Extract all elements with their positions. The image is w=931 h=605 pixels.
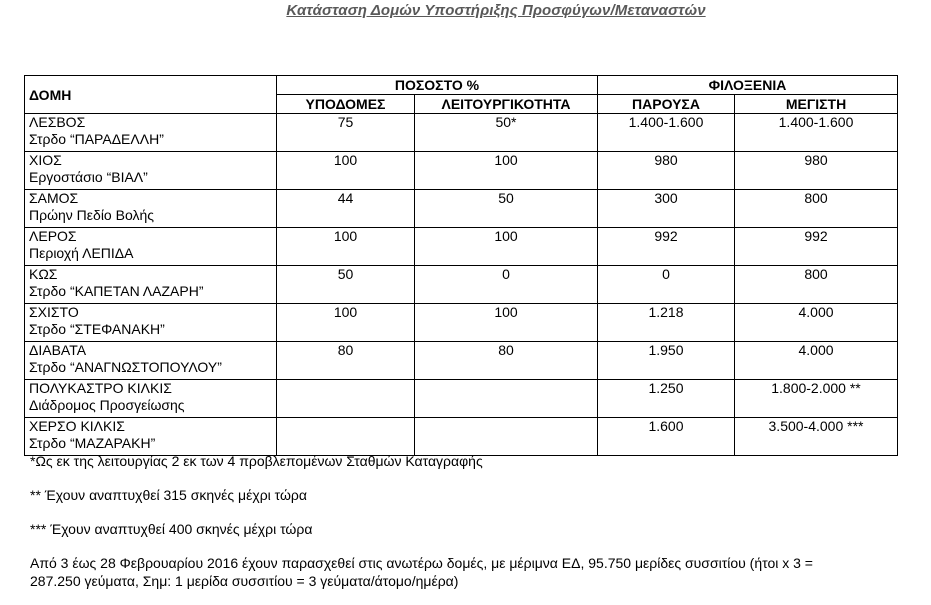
cell-max-hosting: 4.000	[735, 304, 898, 342]
cell-max-hosting: 1.400-1.600	[735, 114, 898, 152]
structure-name: ΣΑΜΟΣ	[29, 190, 79, 206]
cell-functionality: 80	[415, 342, 598, 380]
cell-infrastructure: 75	[277, 114, 415, 152]
cell-functionality: 100	[415, 228, 598, 266]
cell-infrastructure: 50	[277, 266, 415, 304]
structure-location: Διάδρομος Προσγείωσης	[29, 397, 185, 413]
cell-functionality: 50	[415, 190, 598, 228]
cell-max-hosting: 980	[735, 152, 898, 190]
table-row	[25, 342, 898, 380]
structure-location: Στρδο “ΑΝΑΓΝΩΣΤΟΠΟΥΛΟΥ”	[29, 359, 222, 375]
structure-name: ΣΧΙΣΤΟ	[29, 304, 79, 320]
structure-location: Στρδο “ΜΑΖΑΡΑΚΗ”	[29, 435, 156, 451]
cell-infrastructure	[277, 418, 415, 456]
footnote-1: *Ως εκ της λειτουργίας 2 εκ των 4 προβλεπομένων Σταθμών Καταγραφής	[30, 453, 483, 469]
table-row	[25, 266, 898, 304]
structure-name: ΠΟΛΥΚΑΣΤΡΟ ΚΙΛΚΙΣ	[29, 380, 172, 396]
table-row	[25, 304, 898, 342]
structure-name: ΧΙΟΣ	[29, 152, 62, 168]
cell-infrastructure: 100	[277, 304, 415, 342]
cell-structure	[25, 380, 277, 418]
structure-location: Πρώην Πεδίο Βολής	[29, 207, 155, 223]
cell-max-hosting: 992	[735, 228, 898, 266]
structure-name: ΚΩΣ	[29, 266, 58, 282]
table-row	[25, 418, 898, 456]
summary-line-2: 287.250 γεύματα, Σημ: 1 μερίδα συσσιτίου = 3 γεύματα/άτομο/ημέρα)	[30, 573, 459, 589]
cell-structure	[25, 228, 277, 266]
cell-max-hosting: 1.800-2.000 **	[735, 380, 898, 418]
cell-functionality: 100	[415, 304, 598, 342]
cell-max-hosting: 3.500-4.000 ***	[735, 418, 898, 456]
structure-location: Στρδο “ΣΤΕΦΑΝΑΚΗ”	[29, 321, 165, 337]
structure-location: Εργοστάσιο “ΒΙΑΛ”	[29, 169, 148, 185]
header-hosting: ΦΙΛΟΞΕΝΙΑ	[598, 76, 898, 95]
structure-name: ΛΕΣΒΟΣ	[29, 114, 86, 130]
cell-current-hosting: 1.250	[598, 380, 735, 418]
cell-functionality: 0	[415, 266, 598, 304]
cell-structure	[25, 152, 277, 190]
cell-functionality: 100	[415, 152, 598, 190]
structure-location: Στρδο “ΚΑΠΕΤΑΝ ΛΑΖΑΡΗ”	[29, 283, 204, 299]
header-functionality: ΛΕΙΤΟΥΡΓΙΚΟΤΗΤΑ	[415, 95, 598, 114]
cell-max-hosting: 800	[735, 190, 898, 228]
header-infrastructure: ΥΠΟΔΟΜΕΣ	[277, 95, 415, 114]
table-row	[25, 190, 898, 228]
structure-name: ΧΕΡΣΟ ΚΙΛΚΙΣ	[29, 418, 125, 434]
cell-structure	[25, 304, 277, 342]
cell-structure	[25, 342, 277, 380]
cell-functionality	[415, 418, 598, 456]
footnote-2: ** Έχουν αναπτυχθεί 315 σκηνές μέχρι τώρα	[30, 487, 307, 503]
cell-current-hosting: 1.400-1.600	[598, 114, 735, 152]
summary-line-1: Από 3 έως 28 Φεβρουαρίου 2016 έχουν παρασχεθεί στις ανωτέρω δομές, με μέριμνα ΕΔ, 95.750 μερίδες συσσιτίου (ήτοι x 3 =	[30, 555, 813, 571]
header-structure: ΔΟΜΗ	[25, 76, 277, 114]
cell-functionality	[415, 380, 598, 418]
cell-current-hosting: 980	[598, 152, 735, 190]
structure-location: Στρδο “ΠΑΡΑΔΕΛΛΗ”	[29, 131, 164, 147]
cell-functionality: 50*	[415, 114, 598, 152]
structure-location: Περιοχή ΛΕΠΙΔΑ	[29, 245, 134, 261]
header-percent: ΠΟΣΟΣΤΟ %	[277, 76, 598, 95]
page-title: Κατάσταση Δομών Υποστήριξης Προσφύγων/Μεταναστών	[286, 2, 706, 19]
structure-name: ΔΙΑΒΑΤΑ	[29, 342, 87, 358]
cell-current-hosting: 1.950	[598, 342, 735, 380]
footnote-3: *** Έχουν αναπτυχθεί 400 σκηνές μέχρι τώρα	[30, 521, 313, 537]
cell-infrastructure: 44	[277, 190, 415, 228]
table-row	[25, 380, 898, 418]
cell-current-hosting: 992	[598, 228, 735, 266]
cell-infrastructure: 80	[277, 342, 415, 380]
cell-current-hosting: 0	[598, 266, 735, 304]
cell-max-hosting: 4.000	[735, 342, 898, 380]
cell-structure	[25, 114, 277, 152]
table-row	[25, 228, 898, 266]
structures-table	[24, 75, 898, 456]
cell-infrastructure	[277, 380, 415, 418]
table-row	[25, 152, 898, 190]
structure-name: ΛΕΡΟΣ	[29, 228, 77, 244]
table-row	[25, 114, 898, 152]
header-max: ΜΕΓΙΣΤΗ	[735, 95, 898, 114]
cell-structure	[25, 190, 277, 228]
cell-current-hosting: 1.218	[598, 304, 735, 342]
cell-structure	[25, 418, 277, 456]
cell-structure	[25, 266, 277, 304]
cell-current-hosting: 1.600	[598, 418, 735, 456]
cell-current-hosting: 300	[598, 190, 735, 228]
header-current: ΠΑΡΟΥΣΑ	[598, 95, 735, 114]
cell-max-hosting: 800	[735, 266, 898, 304]
cell-infrastructure: 100	[277, 228, 415, 266]
cell-infrastructure: 100	[277, 152, 415, 190]
